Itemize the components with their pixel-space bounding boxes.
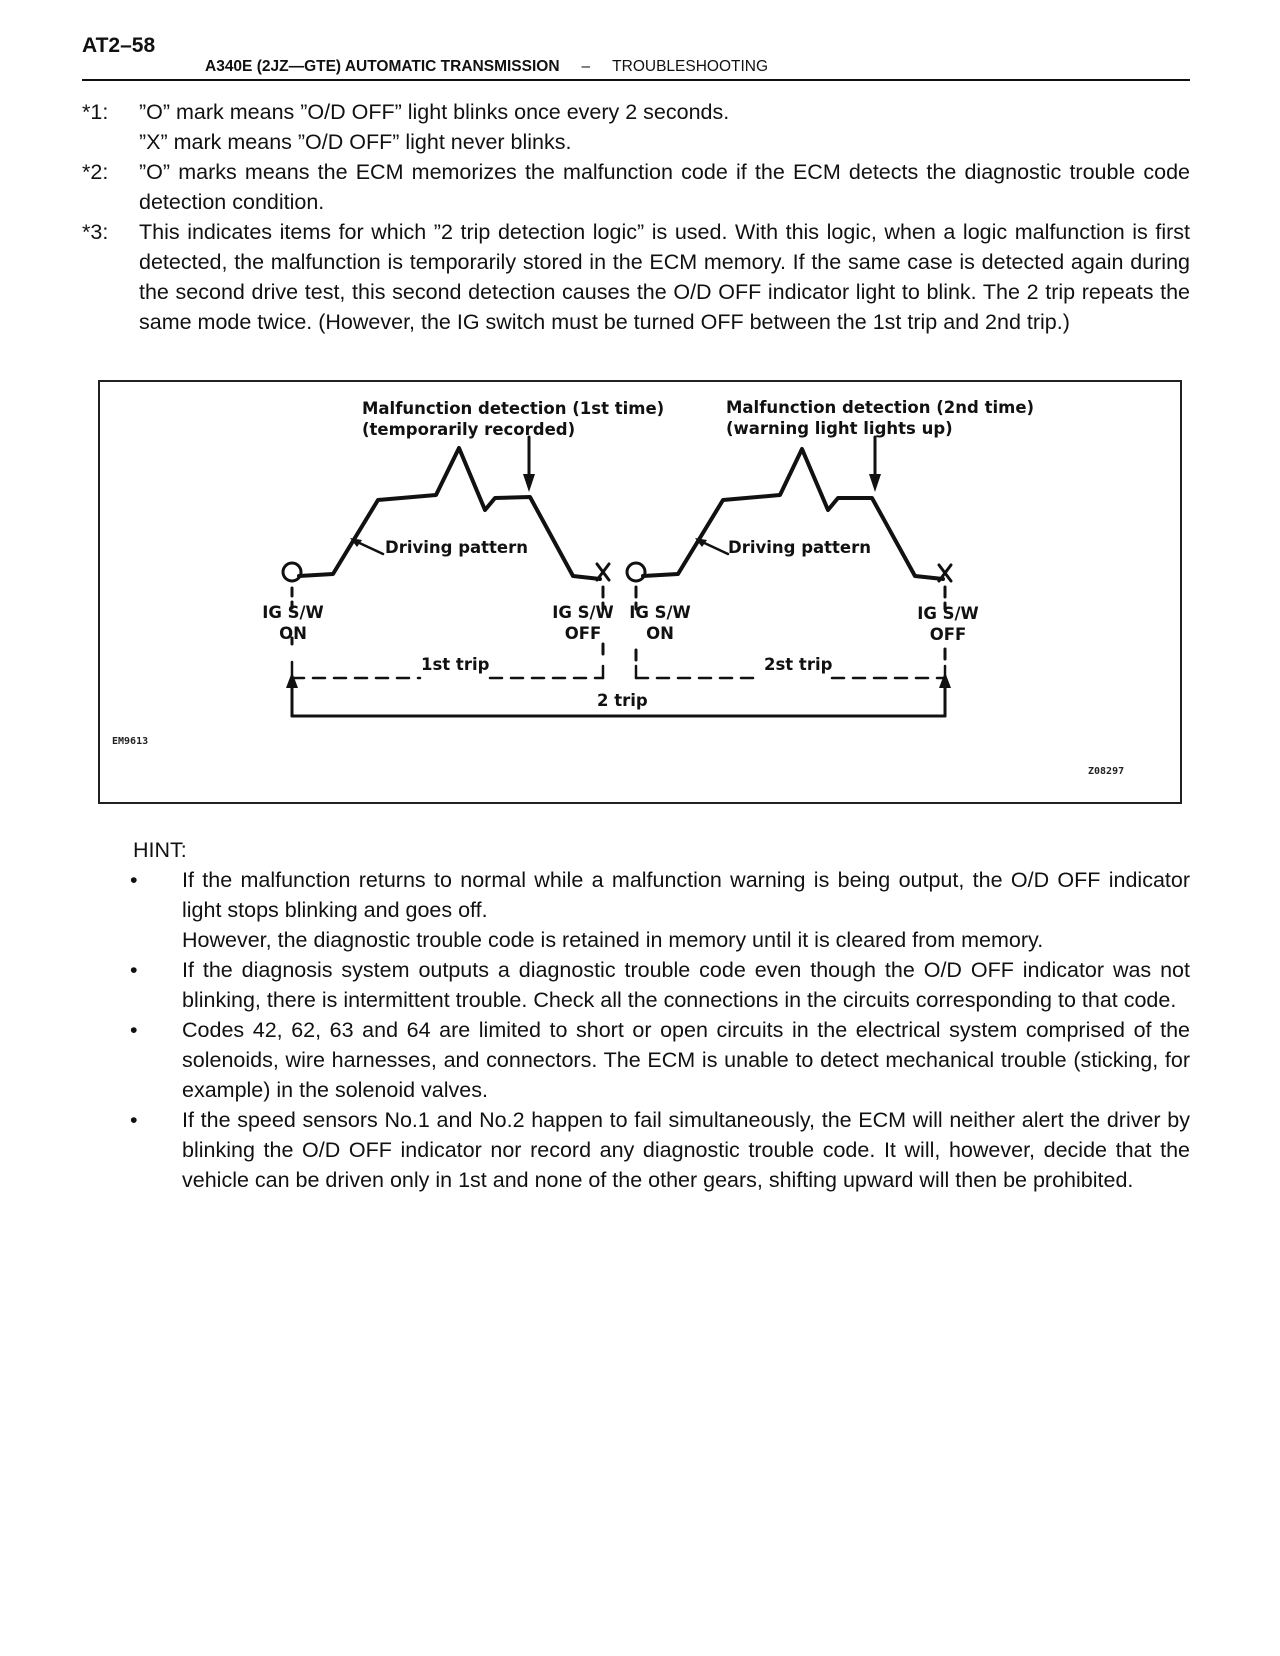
footnote-mark: *1: [82,100,109,124]
bullet-text [182,1105,1190,1195]
footnote-line: ”O” marks means the ECM memorizes the malfunction code if the ECM detects the diagnostic trouble code detection condition. [139,160,1190,214]
bullet-mark: • [130,1108,138,1132]
label-line: Malfunction detection (1st time) [362,399,665,418]
header-separator: – [581,58,591,75]
label-line: OFF [929,625,967,644]
malfunction-label-2 [726,397,1034,439]
hint-title: HINT: [133,838,187,862]
figure-code-right: Z08297 [1088,766,1125,777]
ig-on-mark-2 [627,563,645,581]
two-trip-diagram [98,380,1182,804]
bullet-line: If the diagnosis system outputs a diagnostic trouble code even though the O/D OFF indicator was not blinking, there is intermittent trouble. Check all the connections in the circuits corresponding to that code. [182,958,1190,1012]
header-section: TROUBLESHOOTING [612,58,769,75]
ig-on-label-2 [627,602,693,644]
trip-2-label: 2st trip [764,655,833,674]
footnote-text [139,97,1190,157]
malfunction-label-1 [362,398,664,440]
label-line: ON [279,624,307,643]
label-line: IG S/W [917,604,979,623]
label-line: IG S/W [262,603,324,622]
driving-pattern-pointer-2 [695,538,728,554]
bullet-mark: • [130,958,138,982]
footnote-2 [82,157,1190,217]
footnote-text [139,157,1190,217]
bullet-line: If the speed sensors No.1 and No.2 happen to fail simultaneously, the ECM will neither alert the driver by blinking the O/D OFF indicator nor record any diagnostic trouble code. It will, however, decide that the vehicle can be driven only in 1st and none of the other gears, shifting upward will then be prohibited. [182,1108,1190,1192]
footnote-mark: *3: [82,220,109,244]
header-rule [82,79,1190,81]
hint-bullet-3 [82,1015,1190,1105]
label-line: (temporarily recorded) [362,420,576,439]
bullet-line: However, the diagnostic trouble code is retained in memory until it is cleared from memory. [182,928,1044,952]
figure-code-left: EM9613 [112,736,149,747]
ig-off-mark-2 [939,565,951,581]
driving-pattern-label-1: Driving pattern [385,538,528,557]
footnotes [82,97,1190,337]
two-trip-label: 2 trip [597,691,648,710]
bullet-text [182,955,1190,1015]
label-line: Malfunction detection (2nd time) [726,398,1035,417]
driving-pattern-line-1 [299,448,600,579]
header-title: A340E (2JZ—GTE) AUTOMATIC TRANSMISSION [205,58,560,75]
malfunction-arrow-1 [523,437,535,492]
hint-section [82,835,1190,1195]
label-line: ON [646,624,674,643]
footnote-line: This indicates items for which ”2 trip detection logic” is used. With this logic, when a logic malfunction is first detected, the malfunction is temporarily stored in the ECM memory. If the same case is detected again during the second drive test, this second detection causes the O/D OFF indicator light to blink. The 2 trip repeats the same mode twice. (However, the IG switch must be turned OFF between the 1st trip and 2nd trip.) [139,220,1190,334]
bullet-text [182,865,1190,955]
driving-pattern-label-2: Driving pattern [728,538,871,557]
running-header [205,58,768,76]
bullet-mark: • [130,1018,138,1042]
trip-1-label: 1st trip [421,655,490,674]
hint-bullet-1 [82,865,1190,955]
label-line: (warning light lights up) [726,419,953,438]
diagram-drawing [100,382,1180,802]
ig-off-mark-1 [597,564,609,580]
malfunction-arrow-2 [869,437,881,492]
ig-off-label-1 [548,602,618,644]
label-line: IG S/W [552,603,614,622]
driving-pattern-line-2 [643,449,943,579]
footnote-1 [82,97,1190,157]
bullet-mark: • [130,868,138,892]
label-line: IG S/W [629,603,691,622]
footnote-line: ”X” mark means ”O/D OFF” light never blinks. [139,130,572,154]
footnote-line: ”O” mark means ”O/D OFF” light blinks once every 2 seconds. [139,100,730,124]
hint-bullet-2 [82,955,1190,1015]
footnote-text [139,217,1190,337]
label-line: OFF [564,624,602,643]
bullet-line: Codes 42, 62, 63 and 64 are limited to short or open circuits in the electrical system comprised of the solenoids, wire harnesses, and connectors. The ECM is unable to detect mechanical trouble (sticking, for example) in the solenoid valves. [182,1018,1190,1102]
ig-on-mark-1 [283,563,301,581]
hint-bullet-4 [82,1105,1190,1195]
footnote-mark: *2: [82,160,109,184]
ig-on-label-1 [260,602,326,644]
ig-off-label-2 [913,603,983,645]
bullet-text [182,1015,1190,1105]
page-number: AT2–58 [82,34,156,57]
bullet-line: If the malfunction returns to normal while a malfunction warning is being output, the O/D OFF indicator light stops blinking and goes off. [182,868,1190,922]
dashed-guides [292,587,945,660]
driving-pattern-pointer-1 [350,538,383,554]
footnote-3 [82,217,1190,337]
